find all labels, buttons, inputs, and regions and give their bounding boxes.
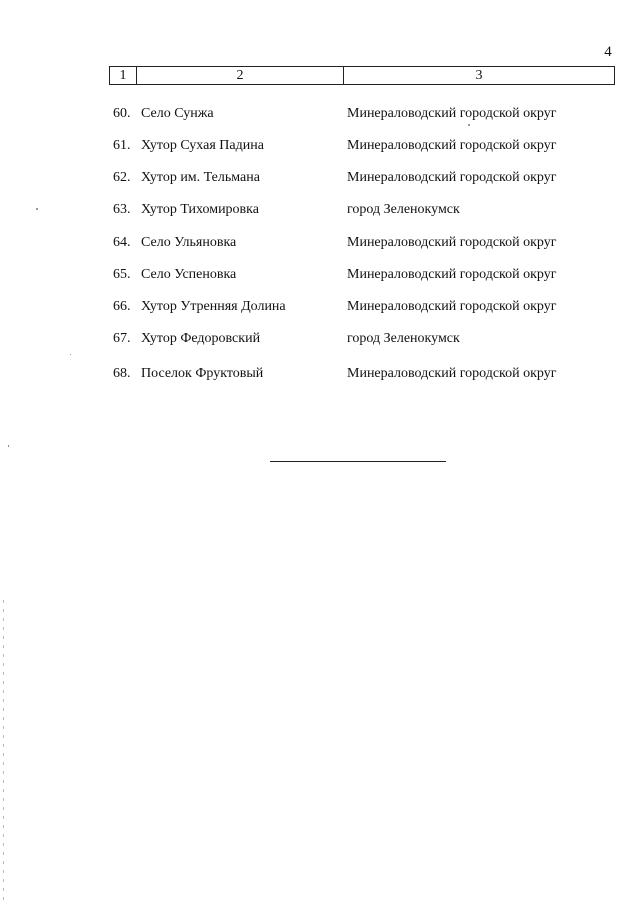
table-row	[0, 103, 640, 125]
row-number: 63.	[113, 202, 131, 217]
table-row	[0, 167, 640, 189]
district-name: город Зеленокумск	[347, 202, 460, 217]
table-row	[0, 232, 640, 254]
settlement-name: Хутор Сухая Падина	[141, 138, 264, 153]
scan-speck	[36, 208, 38, 210]
row-number: 66.	[113, 299, 131, 314]
scan-speck	[70, 354, 71, 355]
settlement-name: Хутор Федоровский	[141, 331, 261, 346]
district-name: Минераловодский городской округ	[347, 366, 557, 381]
district-name: город Зеленокумск	[347, 331, 460, 346]
table-row	[0, 135, 640, 157]
settlement-name: Село Сунжа	[141, 106, 214, 121]
settlement-name: Село Ульяновка	[141, 235, 237, 250]
row-number: 64.	[113, 235, 131, 250]
end-of-list-rule	[270, 461, 446, 462]
column-header-row	[109, 66, 615, 85]
table-row	[0, 264, 640, 286]
row-number: 62.	[113, 170, 131, 185]
settlement-name: Хутор им. Тельмана	[141, 170, 260, 185]
page-number: 4	[604, 44, 612, 60]
district-name: Минераловодский городской округ	[347, 106, 557, 121]
district-name: Минераловодский городской округ	[347, 138, 557, 153]
column-header-2: 2	[137, 67, 344, 84]
settlement-name: Хутор Тихомировка	[141, 202, 259, 217]
district-name: Минераловодский городской округ	[347, 267, 557, 282]
row-number: 67.	[113, 331, 131, 346]
row-number: 68.	[113, 366, 131, 381]
district-name: Минераловодский городской округ	[347, 235, 557, 250]
settlement-name: Хутор Утренняя Долина	[141, 299, 286, 314]
table-row	[0, 363, 640, 385]
settlement-name: Село Успеновка	[141, 267, 237, 282]
scan-speck	[8, 445, 9, 447]
column-header-1: 1	[110, 67, 137, 84]
row-number: 65.	[113, 267, 131, 282]
table-row	[0, 199, 640, 221]
row-number: 60.	[113, 106, 131, 121]
table-row	[0, 328, 640, 350]
column-header-3: 3	[475, 68, 483, 83]
district-name: Минераловодский городской округ	[347, 299, 557, 314]
district-name: Минераловодский городской округ	[347, 170, 557, 185]
row-number: 61.	[113, 138, 131, 153]
table-row	[0, 296, 640, 318]
scan-speck	[468, 124, 470, 126]
scan-edge	[3, 600, 4, 900]
settlement-name: Поселок Фруктовый	[141, 366, 264, 381]
